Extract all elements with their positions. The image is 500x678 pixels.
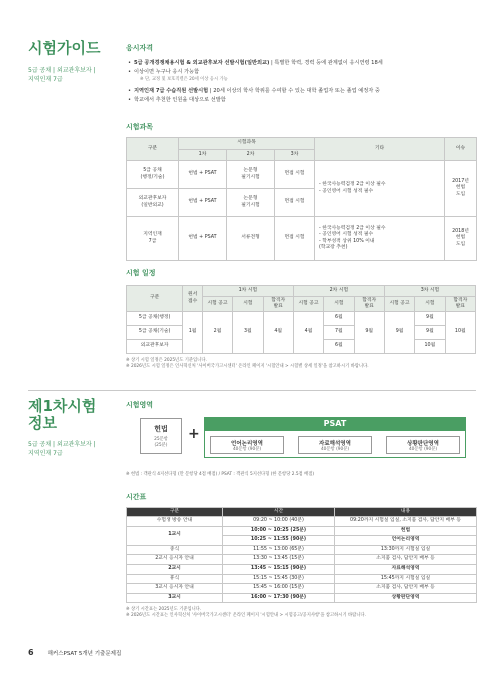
dates-note-1: ※ 상기 시험 일정은 2025년도 기준입니다. <box>126 358 207 363</box>
schedule-heading: 시간표 <box>126 493 147 501</box>
subjects-section <box>126 122 476 261</box>
table-row: 5급 공채(행정) 1월 2월 3월 4월 4월 6월 9월 9월 9월 10월 <box>127 312 476 326</box>
plus-icon: + <box>188 426 200 442</box>
page-footer <box>28 648 121 657</box>
table-row: 2교시 응시자 안내 13:30 ~ 13:45 (15분) 소지품 검사, 답안지 배부 등 <box>127 555 477 565</box>
area-note: ※ 헌법 : 객관식 4지선다형 (만 문항당 4점 배점) / PSAT : 객관식 5지선다형 (한 문항당 2.5점 배점) <box>126 472 315 477</box>
table-row: 중식 11:55 ~ 13:00 (65분) 13:30까지 시험실 입실 <box>127 545 477 555</box>
area-section <box>126 400 476 482</box>
book-title: 해커스PSAT 5개년 기출문제집 <box>47 651 122 657</box>
qualification-item-2: • 지역인재 7급 수습직원 선발시험 | 20세 이상의 학사 학위를 수여할 수 있는 대학 졸업자 또는 졸업 예정자 중 <box>126 87 476 96</box>
table-row: 지역인재 7급 헌법 + PSAT 서류전형 면접 시험 - 한국사능력검정 2급 이상 필수 - 공인영어 시험 성적 필수 - 학부성적 상위 10% 이내 (학교장 추천) 2018년 헌법 도입 <box>127 217 477 261</box>
table-row: 5급 공채 (행정/기술) 헌법 + PSAT 논문형 필기시험 면접 시험 - 한국사능력검정 2급 이상 필수 - 공인영어 시험 성적 필수 2017년 헌법 도입 <box>127 161 477 189</box>
table-row: 외교관후보자 (일반외교) 헌법 + PSAT 논문형 필기시험 면접 시험 <box>127 189 477 217</box>
table-row: 외교관후보자 6월 10월 <box>127 340 476 354</box>
schedule-note-1: ※ 상기 시간표는 2025년도 기준입니다. <box>126 607 202 613</box>
qualification-section: 응시자격 • 5급 공개경쟁채용시험 & 외교관후보자 선발시험(일반외교) | 특별한 학력, 경력 등에 관계없이 응시연령 18세 • 이상이면 누구나 응시 가능함 ※ 단, 교정 및 보호직렬은 20세 이상 응시 가능 • 지역인재 7급 수습직원 선발시험 | 20세 이상의 학사 학위를 수여할 수 있는 대학 졸업자 또는 졸업 예정자 중 • 학교에서 추천한 인원을 대상으로 선발함 <box>126 43 476 104</box>
table-row: 휴식 15:15 ~ 15:45 (30분) 15:45까지 시험실 입실 <box>127 574 477 584</box>
psat-bar: PSAT <box>204 417 466 431</box>
schedule-note-2: ※ 2026년도 시간표는 인사혁신처 '사이버국가고시센터' 온라인 페이지 '시험안내 > 시험공고/공지사항'을 참고하시기 바랍니다. <box>126 613 366 619</box>
subjects-heading: 시험과목 <box>126 123 154 131</box>
divider <box>28 390 476 391</box>
constitution-box: 헌법 25문항 (25분) <box>140 418 182 454</box>
dates-note-2: ※ 2026년도 시험 일정은 인사혁신처 '사이버국가고시센터' 온라인 페이지 '시험안내 > 시험별 상세 일정'을 참고하시기 바랍니다. <box>126 364 369 369</box>
psat-area-2: 자료해석영역 40문항 (90분) <box>298 436 372 454</box>
table-row: 3교시 16:00 ~ 17:30 (90분) 상황판단영역 <box>127 593 477 603</box>
page-number: 6 <box>28 648 34 657</box>
sidebar-first-exam <box>28 398 110 458</box>
psat-area-1: 언어논리영역 40문항 (90분) <box>210 436 284 454</box>
area-heading: 시험영역 <box>126 401 154 409</box>
qualification-item-1: • 5급 공개경쟁채용시험 & 외교관후보자 선발시험(일반외교) | 특별한 학력, 경력 등에 관계없이 응시연령 18세 <box>126 59 476 68</box>
schedule-section <box>126 492 476 619</box>
subjects-table: 구분 시험과목 기타 이슈 1차 2차 3차 5급 공채 (행정/기술) 헌법 + PSAT 논문형 필기시험 면접 시험 - 한국사능력검정 2급 이상 필수 - 공인영어 시험 성적 필수 2017년 헌법 도입 외교관후보자 (일반외교) 헌법 + PSAT 논문형 필기시험 면접 시험 지역인재 7급 헌법 + PSAT 서류전형 면접 시험 - 한국사능력검정 2급 이상 필수 - 공인영어 시험 성적 필수 - 학부성적 상위 10% 이내 (학교장 추천) 2018년 헌법 도입 <box>126 137 477 261</box>
table-row: 3교시 응시자 안내 15:45 ~ 16:00 (15분) 소지품 검사, 답안지 배부 등 <box>127 584 477 594</box>
sidebar-guide <box>28 40 110 84</box>
dates-section <box>126 268 476 370</box>
table-row: 10:25 ~ 11:55 (90분) 언어논리영역 <box>127 536 477 546</box>
sidebar-first-exam-sub: 5급 공채 | 외교관후보자 | 지역인재 7급 <box>28 441 96 457</box>
qualification-note: ※ 단, 교정 및 보호직렬은 20세 이상 응시 가능 <box>140 77 228 82</box>
table-row: 5급 공채(기술) 7월 9월 <box>127 326 476 340</box>
sidebar-first-exam-title: 제1차시험 정보 <box>28 397 97 432</box>
dates-table: 구분 원서 접수 1차 시험 2차 시험 3차 시험 시험 공고 시험 합격자 발표 시험 공고 시험 합격자 발표 시험 공고 시험 합격자 발표 5급 공채(행정) 1월 2월 3월 4월 4월 6월 9월 9월 9월 10월 5급 공채(기술) 7월 9월 외교관후보자 6월 10월 <box>126 285 476 354</box>
sidebar-guide-title: 시험가이드 <box>28 39 101 57</box>
psat-area-3: 상황판단영역 40문항 (90분) <box>386 436 460 454</box>
sidebar-guide-sub: 5급 공채 | 외교관후보자 | 지역인재 7급 <box>28 67 96 83</box>
schedule-table: 구분 시간 내용 수험생 방송 안내 09:20 ~ 10:00 (40분) 09:20까지 시험실 입실, 소지품 검사, 답안지 배부 등 1교시 10:00 ~ 10:25 (25분) 헌법 10:25 ~ 11:55 (90분) 언어논리영역 중식 11:55 ~ 13:00 (65분) 13:30까지 시험실 입실 2교시 응시자 안내 13:30 ~ 13:45 (15분) 소지품 검사, 답안지 배부 등 2교시 13:45 ~ 15:15 (90분) 자료해석영역 휴식 15:15 ~ 15:45 (30분) 15:45까지 시험실 입실 3교시 응시자 안내 15:45 ~ 16:00 (15분) 소지품 검사, 답안지 배부 등 3교시 16:00 ~ 17:30 (90분) 상황판단영역 <box>126 507 477 603</box>
table-row: 수험생 방송 안내 09:20 ~ 10:00 (40분) 09:20까지 시험실 입실, 소지품 검사, 답안지 배부 등 <box>127 517 477 527</box>
dates-heading: 시험 일정 <box>126 269 156 277</box>
qualification-heading: 응시자격 <box>126 44 154 52</box>
table-row: 1교시 10:00 ~ 10:25 (25분) 헌법 <box>127 526 477 536</box>
table-row: 2교시 13:45 ~ 15:15 (90분) 자료해석영역 <box>127 564 477 574</box>
